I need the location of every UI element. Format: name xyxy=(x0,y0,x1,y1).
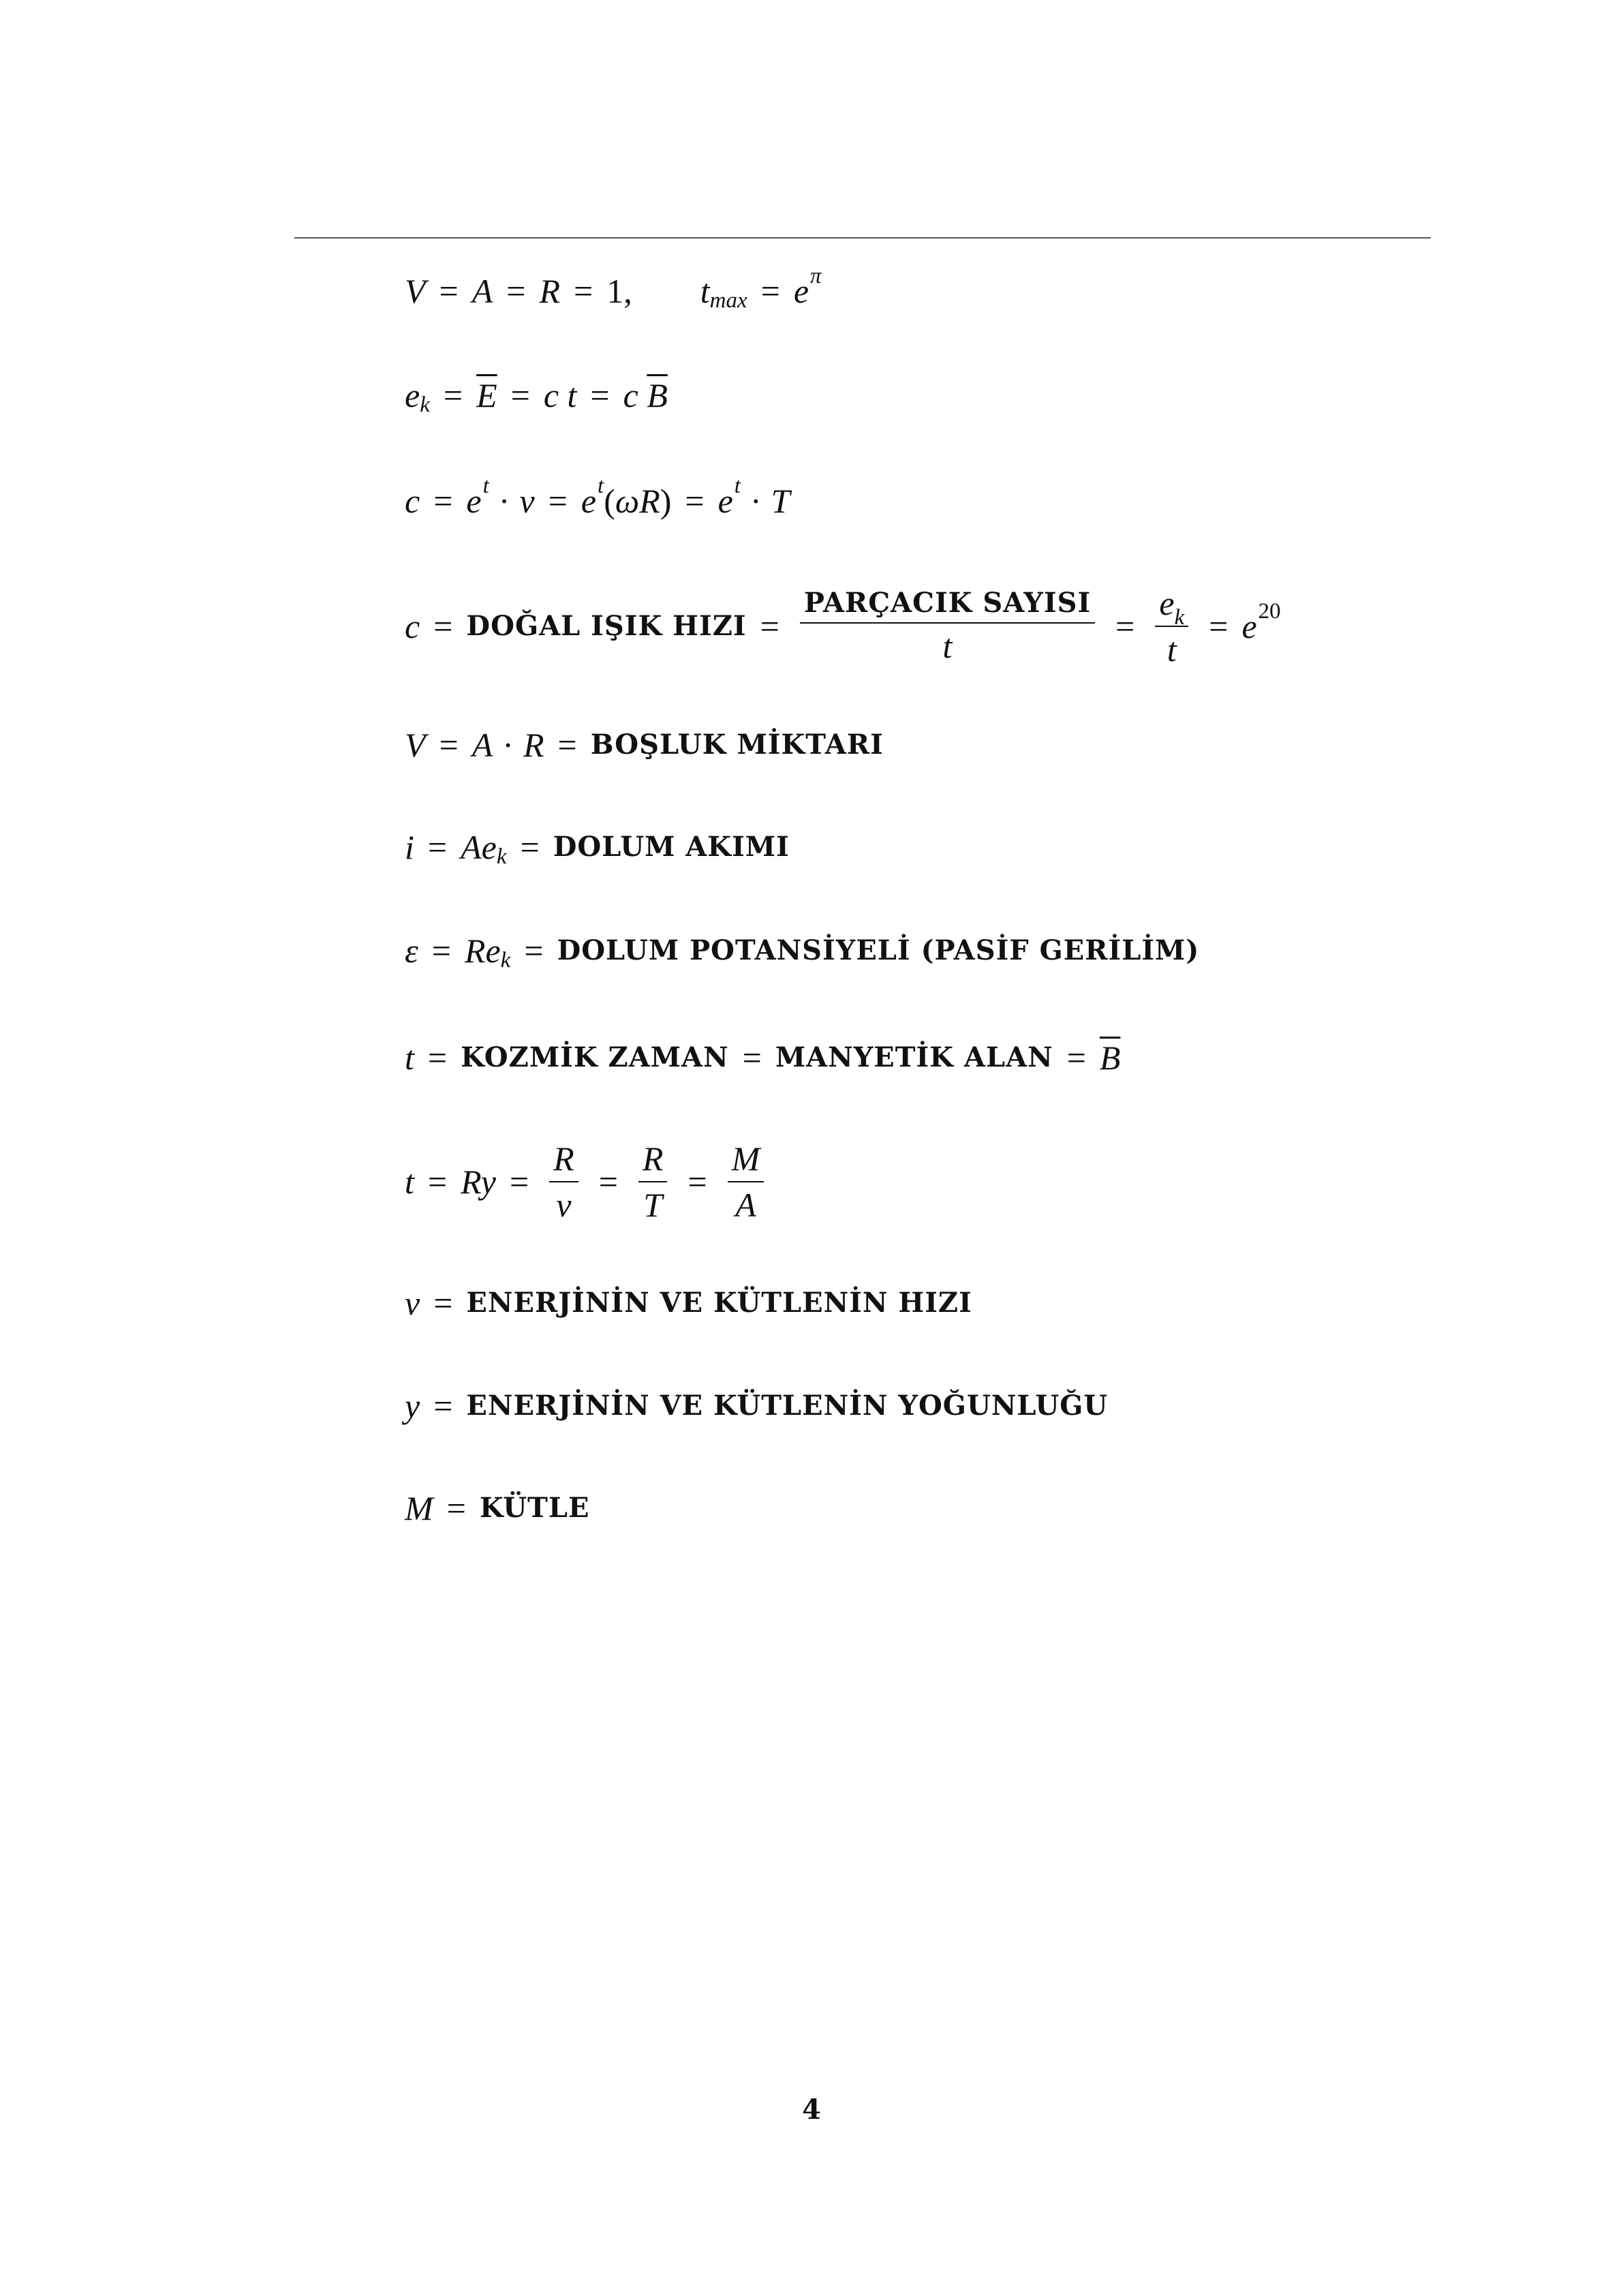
equation-1 xyxy=(405,263,822,313)
symbol-V: V xyxy=(405,272,426,310)
equation-4 xyxy=(405,586,1281,667)
equals-sign: = xyxy=(590,376,610,414)
symbol-T: T xyxy=(771,482,790,520)
equation-2 xyxy=(405,376,668,417)
equals-sign: = xyxy=(574,272,593,310)
equation-3 xyxy=(405,473,790,520)
symbol-c: c xyxy=(405,482,420,520)
equals-sign: = xyxy=(742,1039,762,1077)
symbol-epsilon: ε xyxy=(405,932,418,970)
equation-9 xyxy=(405,1139,771,1224)
symbol-B-bar: $\overline{B}$ xyxy=(1099,1039,1121,1077)
symbol-Ry: Ry xyxy=(461,1163,496,1201)
equals-sign: = xyxy=(431,932,451,970)
equals-sign: = xyxy=(524,932,544,970)
symbol-c: c xyxy=(543,376,559,414)
equals-sign: = xyxy=(439,726,459,764)
symbol-e: e xyxy=(717,482,733,520)
symbol-e: e xyxy=(466,482,482,520)
symbol-B-bar: $\overline{B}$ xyxy=(647,376,668,414)
symbol-c: c xyxy=(623,376,638,414)
symbol-V: V xyxy=(405,726,426,764)
equals-sign: = xyxy=(510,376,530,414)
equals-sign: = xyxy=(520,828,540,866)
label-energy-mass-density: ENERJİNİN VE KÜTLENİN YOĞUNLUĞU xyxy=(466,1390,1109,1422)
equals-sign: = xyxy=(760,607,779,645)
equals-sign: = xyxy=(506,272,526,310)
fraction-ek-over-t xyxy=(1155,586,1188,667)
symbol-omega: ω xyxy=(615,482,640,520)
numerator-ek xyxy=(1155,584,1188,630)
equation-8 xyxy=(405,1041,1120,1075)
equals-sign: = xyxy=(1209,607,1228,645)
equals-sign: = xyxy=(1066,1039,1086,1077)
dot-operator: · xyxy=(749,482,762,520)
denominator-A: A xyxy=(735,1186,756,1224)
fraction-R-over-T xyxy=(638,1139,668,1224)
equals-sign: = xyxy=(427,1039,448,1077)
superscript-t: t xyxy=(598,473,604,498)
superscript-pi: π xyxy=(810,263,822,288)
superscript-t: t xyxy=(734,473,741,498)
subscript-k: k xyxy=(496,844,507,869)
symbol-R: R xyxy=(464,932,486,970)
fraction-R-over-v xyxy=(549,1139,578,1224)
symbol-R: R xyxy=(523,726,544,764)
symbol-v: v xyxy=(519,482,535,520)
equation-7 xyxy=(405,932,1200,973)
symbol-v: v xyxy=(405,1284,420,1322)
subscript-k: k xyxy=(420,392,430,417)
numerator-R: R xyxy=(638,1142,668,1182)
equals-sign: = xyxy=(427,828,448,866)
symbol-e: e xyxy=(1159,584,1175,622)
symbol-e: e xyxy=(485,932,501,970)
numerator-M: M xyxy=(728,1142,764,1182)
symbol-c: c xyxy=(405,607,420,645)
equation-5 xyxy=(405,728,884,762)
symbol-E-bar: $\overline{E}$ xyxy=(476,376,497,414)
denominator-v: v xyxy=(556,1186,572,1224)
label-cosmic-time: KOZMİK ZAMAN xyxy=(461,1041,729,1073)
denominator-t: t xyxy=(1166,630,1177,669)
symbol-e: e xyxy=(405,376,420,414)
symbol-t: t xyxy=(405,1039,414,1077)
equals-sign: = xyxy=(598,1163,618,1201)
equals-sign: = xyxy=(433,1284,453,1322)
label-fill-current: DOLUM AKIMI xyxy=(553,831,790,863)
label-magnetic-field: MANYETİK ALAN xyxy=(775,1041,1053,1073)
symbol-t: t xyxy=(567,376,577,414)
equals-sign: = xyxy=(433,482,453,520)
symbol-e: e xyxy=(1241,607,1257,645)
symbol-i: i xyxy=(405,828,414,866)
dot-operator: · xyxy=(502,726,514,764)
symbol-e: e xyxy=(581,482,597,520)
equals-sign: = xyxy=(548,482,568,520)
equation-6 xyxy=(405,828,790,869)
superscript-t: t xyxy=(482,473,489,498)
dot-operator: · xyxy=(498,482,510,520)
equals-sign: = xyxy=(687,1163,707,1201)
equals-sign: = xyxy=(557,726,577,764)
equals-sign: = xyxy=(433,607,453,645)
header-rule xyxy=(294,237,1431,239)
label-fill-potential: DOLUM POTANSİYELİ (PASİF GERİLİM) xyxy=(557,934,1200,966)
superscript-20: 20 xyxy=(1258,598,1281,624)
symbol-M: M xyxy=(405,1489,433,1527)
equals-sign: = xyxy=(685,482,705,520)
symbol-A: A xyxy=(472,726,493,764)
symbol-R: R xyxy=(539,272,561,310)
symbol-t: t xyxy=(700,272,710,310)
subscript-max: max xyxy=(709,288,747,313)
equals-sign: = xyxy=(433,1387,453,1425)
equation-12 xyxy=(405,1491,589,1525)
numerator-particle-count: PARÇACIK SAYISI xyxy=(800,590,1095,624)
equation-10 xyxy=(405,1286,972,1320)
equals-sign: = xyxy=(443,376,463,414)
label-energy-mass-speed: ENERJİNİN VE KÜTLENİN HIZI xyxy=(466,1287,972,1319)
equals-sign: = xyxy=(1115,607,1135,645)
symbol-R: R xyxy=(639,482,660,520)
equals-sign: = xyxy=(439,272,459,310)
paren-close: ) xyxy=(660,482,672,520)
denominator-t: t xyxy=(942,627,953,665)
subscript-k: k xyxy=(500,947,511,973)
value-one: 1, xyxy=(606,272,632,310)
equation-11 xyxy=(405,1389,1108,1423)
symbol-e: e xyxy=(793,272,809,310)
fraction-particle-count xyxy=(800,587,1095,665)
page-number: 4 xyxy=(802,2094,821,2126)
label-void-amount: BOŞLUK MİKTARI xyxy=(590,729,884,761)
subscript-k: k xyxy=(1174,605,1185,630)
symbol-t: t xyxy=(405,1163,414,1201)
equals-sign: = xyxy=(446,1489,466,1527)
symbol-e: e xyxy=(481,828,497,866)
symbol-y: y xyxy=(405,1387,420,1425)
fraction-M-over-A xyxy=(728,1139,764,1224)
numerator-R: R xyxy=(549,1142,578,1182)
label-mass: KÜTLE xyxy=(479,1492,590,1524)
equals-sign: = xyxy=(760,272,780,310)
denominator-T: T xyxy=(643,1186,663,1224)
symbol-A: A xyxy=(461,828,482,866)
symbol-A: A xyxy=(472,272,493,310)
equals-sign: = xyxy=(427,1163,448,1201)
equals-sign: = xyxy=(509,1163,529,1201)
paren-open: ( xyxy=(604,482,615,520)
label-natural-light-speed: DOĞAL IŞIK HIZI xyxy=(466,610,747,642)
